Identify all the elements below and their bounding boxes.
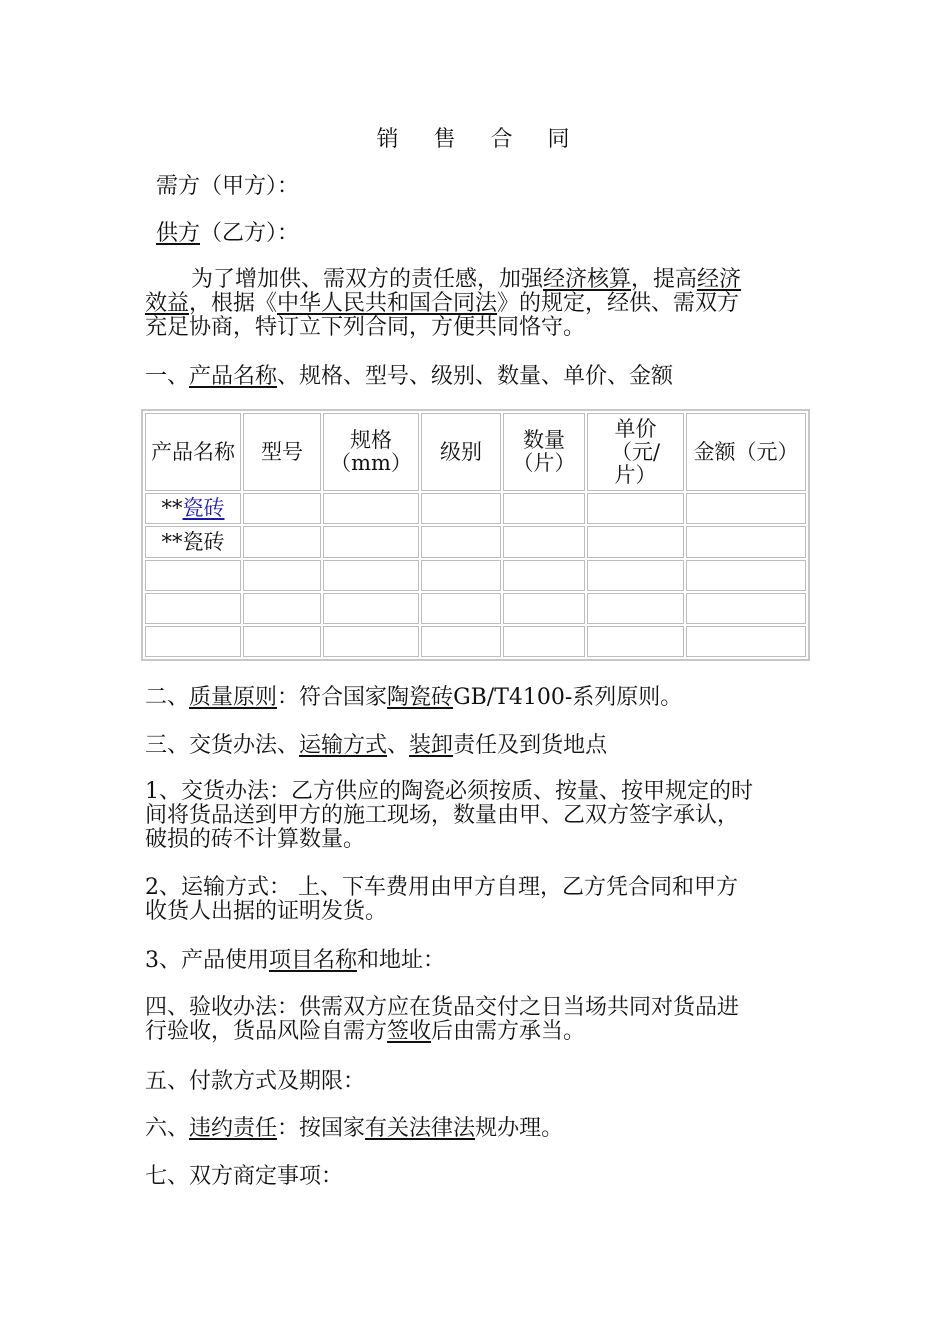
table-cell — [323, 560, 419, 591]
product-table — [141, 409, 810, 661]
term-economic: 经济 — [697, 267, 742, 292]
term-project-name: 项目名称 — [269, 948, 358, 973]
intro-text: 》的规定，经供、需双方 — [497, 291, 740, 316]
table-cell — [421, 626, 501, 657]
document-title: 销 售 合 同 — [376, 127, 584, 152]
table-cell — [421, 593, 501, 624]
section-6-liability — [145, 1116, 810, 1141]
table-cell — [587, 526, 684, 557]
header-product-name: 产品名称 — [145, 413, 241, 491]
paragraph-line: 2、运输方式： 上、下车费用由甲方自理，乙方凭合同和甲方 — [145, 875, 738, 900]
header-quantity: 数量 （片） — [503, 413, 585, 491]
paragraph-line: 四、验收办法：供需双方应在货品交付之日当场共同对货品进 — [145, 995, 740, 1020]
section-number: 一、 — [145, 364, 190, 389]
term-transport-method: 运输方式 — [299, 733, 388, 758]
section-3-delivery — [145, 733, 810, 758]
table-row — [145, 526, 806, 557]
paragraph-text: 后由需方承当。 — [431, 1019, 586, 1044]
term-breach-liability: 违约责任 — [189, 1116, 278, 1141]
intro-text: ，根据《 — [189, 291, 278, 316]
section-text: GB/T4100-系列原则。 — [453, 685, 683, 710]
tile-link[interactable]: 瓷砖 — [182, 496, 225, 521]
section-text: 、 — [387, 733, 410, 758]
product-cell: **瓷砖 — [145, 493, 241, 524]
section-1-heading — [145, 364, 810, 389]
table-cell — [587, 560, 684, 591]
item-1-delivery-method — [145, 780, 805, 852]
table-row — [145, 493, 806, 524]
paragraph-line: 1、交货办法：乙方供应的陶瓷必须按质、按量、按甲规定的时 — [145, 779, 753, 804]
term-quality-principle: 质量原则 — [189, 685, 278, 710]
table-cell — [421, 560, 501, 591]
table-header-row — [145, 413, 806, 491]
section-text: 和地址： — [357, 948, 446, 973]
table-cell — [686, 560, 806, 591]
table-cell — [421, 493, 501, 524]
table-cell — [503, 526, 585, 557]
table-cell — [686, 593, 806, 624]
term-benefit: 效益 — [145, 291, 190, 316]
term-product-name: 产品名称 — [189, 364, 278, 389]
section-number: 二、 — [145, 685, 190, 710]
table-cell — [686, 626, 806, 657]
table-cell — [587, 493, 684, 524]
section-text: 3、产品使用 — [145, 948, 269, 973]
table-row — [145, 626, 806, 657]
table-cell — [145, 593, 241, 624]
table-cell — [323, 626, 419, 657]
term-contract-law: 中华人民共和国合同法 — [277, 291, 498, 316]
term-economic-accounting: 经济核算 — [543, 267, 632, 292]
intro-text: 为了增加供、需双方的责任感，加强 — [191, 267, 544, 292]
section-text: 责任及到货地点 — [453, 733, 608, 758]
section-4-acceptance — [145, 996, 805, 1044]
section-text: ：按国家 — [277, 1116, 366, 1141]
intro-text: ，提高 — [631, 267, 698, 292]
section-text: 、规格、型号、级别、数量、单价、金额 — [277, 364, 674, 389]
section-text: 三、交货办法、 — [145, 733, 300, 758]
section-5-payment: 五、付款方式及期限： — [145, 1069, 366, 1094]
item-2-transport — [145, 876, 805, 924]
paragraph-line: 间将货品送到甲方的施工现场，数量由甲、乙双方签字承认， — [145, 803, 740, 828]
header-spec: 规格 （mm） — [323, 413, 419, 491]
section-text: 规办理。 — [475, 1116, 564, 1141]
table-cell — [323, 526, 419, 557]
section-number: 六、 — [145, 1116, 190, 1141]
seller-suffix: （乙方）： — [200, 221, 300, 246]
header-grade: 级别 — [421, 413, 501, 491]
table-row — [145, 560, 806, 591]
seller-label: 供方 — [156, 221, 201, 246]
table-cell — [243, 626, 321, 657]
seller-line — [156, 221, 821, 246]
header-unit-price: 单价 （元/ 片） — [587, 413, 684, 491]
term-loading: 装卸 — [409, 733, 454, 758]
table-cell — [503, 593, 585, 624]
table-cell — [323, 493, 419, 524]
header-amount: 金额（元） — [686, 413, 806, 491]
paragraph-line: 收货人出据的证明发货。 — [145, 899, 388, 924]
term-sign-receipt: 签收 — [387, 1019, 432, 1044]
table-cell — [145, 626, 241, 657]
table-cell — [243, 493, 321, 524]
table-cell — [503, 560, 585, 591]
table-cell — [686, 493, 806, 524]
table-cell — [243, 593, 321, 624]
section-text: ：符合国家 — [277, 685, 388, 710]
table-cell — [323, 593, 419, 624]
paragraph-line: 破损的砖不计算数量。 — [145, 827, 366, 852]
term-relevant-laws: 有关法律法 — [365, 1116, 476, 1141]
table-row — [145, 593, 806, 624]
header-model: 型号 — [243, 413, 321, 491]
table-cell — [421, 526, 501, 557]
table-cell — [503, 626, 585, 657]
buyer-line: 需方（甲方）： — [156, 174, 300, 199]
table-cell — [503, 493, 585, 524]
item-3-project — [145, 948, 810, 973]
table-cell — [587, 593, 684, 624]
term-ceramic-tile: 陶瓷砖 — [387, 685, 454, 710]
table-cell — [243, 526, 321, 557]
section-2-quality — [145, 685, 810, 710]
table-cell — [243, 560, 321, 591]
intro-paragraph — [145, 268, 805, 340]
table-cell — [587, 626, 684, 657]
product-cell: **瓷砖 — [145, 526, 241, 557]
table-cell — [145, 560, 241, 591]
intro-text: 充足协商，特订立下列合同，方便共同恪守。 — [145, 315, 586, 340]
table-cell — [686, 526, 806, 557]
paragraph-text: 行验收，货品风险自需方 — [145, 1019, 388, 1044]
section-7-agreed-matters: 七、双方商定事项： — [145, 1164, 344, 1189]
